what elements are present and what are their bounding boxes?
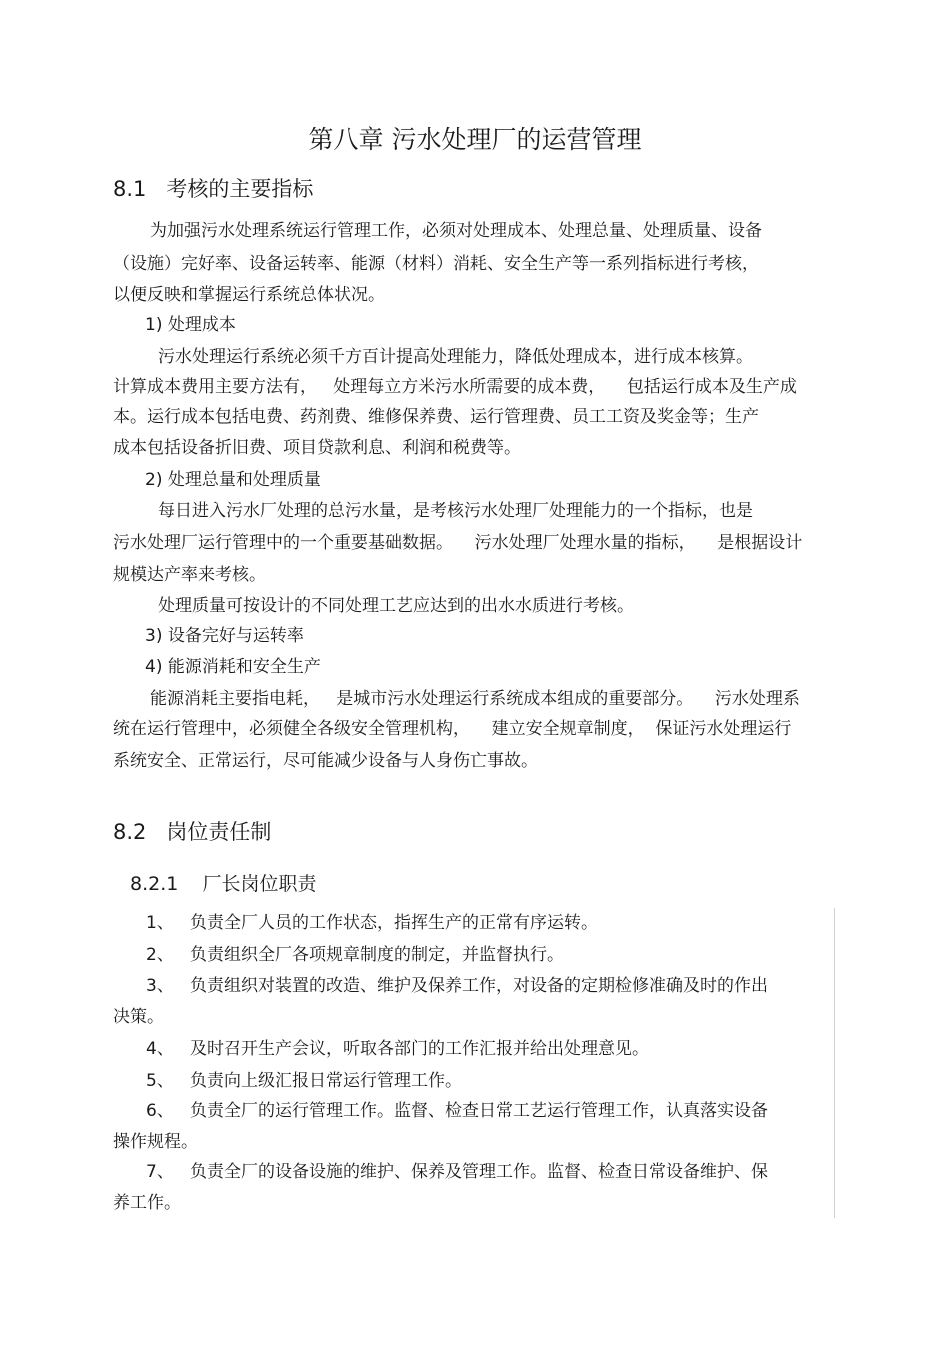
paragraph-line: 计算成本费用主要方法有， 处理每立方米污水所需要的成本费， 包括运行成本及生产成 — [113, 377, 797, 397]
item-title-3: 3) 设备完好与运转率 — [145, 626, 304, 646]
paragraph-line: 每日进入污水厂处理的总污水量，是考核污水处理厂处理能力的一个指标，也是 — [158, 501, 753, 521]
duty-line: 养工作。 — [113, 1193, 181, 1213]
duty-line: 7、 负责全厂的设备设施的维护、保养及管理工作。监督、检查日常设备维护、保 — [146, 1162, 769, 1182]
duty-line: 4、 及时召开生产会议，听取各部门的工作汇报并给出处理意见。 — [146, 1039, 650, 1059]
paragraph-line: 能源消耗主要指电耗， 是城市污水处理运行系统成本组成的重要部分。 污水处理系 — [150, 689, 800, 709]
duty-line: 6、 负责全厂的运行管理工作。监督、检查日常工艺运行管理工作，认真落实设备 — [146, 1101, 769, 1121]
duty-line: 5、 负责向上级汇报日常运行管理工作。 — [146, 1071, 463, 1091]
duty-line: 操作规程。 — [113, 1132, 198, 1152]
paragraph-line: 处理质量可按设计的不同处理工艺应达到的出水水质进行考核。 — [158, 596, 634, 616]
item-title-1: 1) 处理成本 — [145, 315, 236, 335]
duty-line: 3、 负责组织对装置的改造、维护及保养工作，对设备的定期检修准确及时的作出 — [146, 976, 769, 996]
paragraph-line: 系统安全、正常运行，尽可能减少设备与人身伤亡事故。 — [113, 751, 538, 771]
duty-line: 决策。 — [113, 1007, 164, 1027]
chapter-title: 第八章 污水处理厂的运营管理 — [308, 125, 642, 154]
margin-rule — [834, 908, 835, 1218]
paragraph-line: 污水处理厂运行管理中的一个重要基础数据。 污水处理厂处理水量的指标， 是根据设计 — [113, 533, 803, 553]
paragraph-line: 成本包括设备折旧费、项目贷款利息、利润和税费等。 — [113, 438, 521, 458]
duty-line: 1、 负责全厂人员的工作状态，指挥生产的正常有序运转。 — [146, 913, 599, 933]
paragraph-line: 污水处理运行系统必须千方百计提高处理能力，降低处理成本，进行成本核算。 — [158, 347, 753, 367]
item-title-2: 2) 处理总量和处理质量 — [145, 470, 321, 490]
paragraph-line: 为加强污水处理系统运行管理工作，必须对处理成本、处理总量、处理质量、设备 — [150, 221, 762, 241]
section-heading-8-2: 8.2 岗位责任制 — [113, 820, 272, 844]
paragraph-line: 规模达产率来考核。 — [113, 565, 266, 585]
item-title-4: 4) 能源消耗和安全生产 — [145, 657, 321, 677]
duty-line: 2、 负责组织全厂各项规章制度的制定，并监督执行。 — [146, 945, 565, 965]
subsection-heading-8-2-1: 8.2.1 厂长岗位职责 — [130, 873, 317, 895]
paragraph-line: 以便反映和掌握运行系统总体状况。 — [113, 285, 385, 305]
section-heading-8-1: 8.1 考核的主要指标 — [113, 177, 314, 201]
paragraph-line: （设施）完好率、设备运转率、能源（材料）消耗、安全生产等一系列指标进行考核， — [113, 254, 759, 274]
paragraph-line: 本。运行成本包括电费、药剂费、维修保养费、运行管理费、员工工资及奖金等；生产 — [113, 407, 759, 427]
paragraph-line: 统在运行管理中，必须健全各级安全管理机构， 建立安全规章制度， 保证污水处理运行 — [113, 719, 792, 739]
